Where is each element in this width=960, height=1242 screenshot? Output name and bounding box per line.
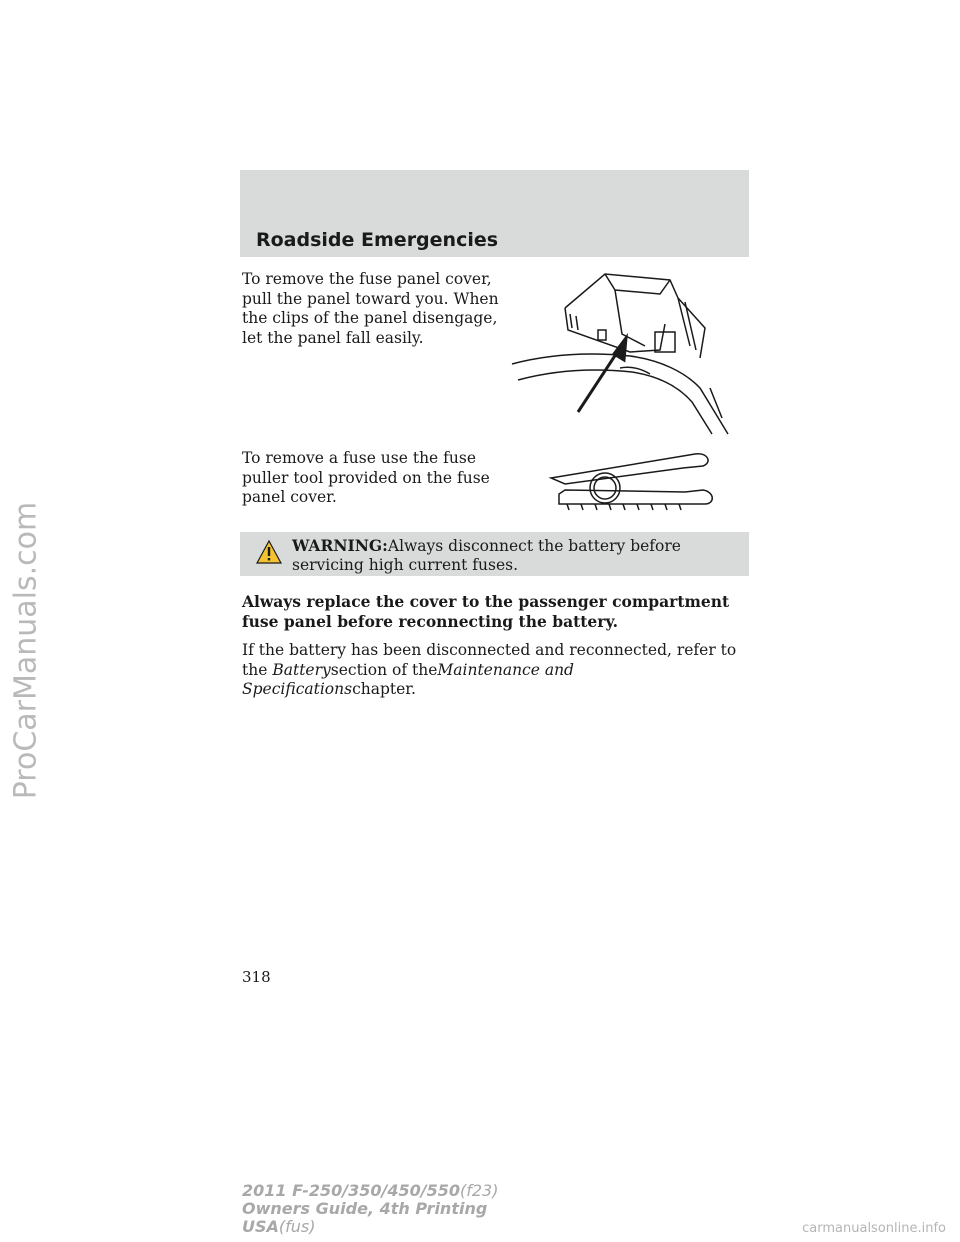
- paragraph-fuse-puller: To remove a fuse use the fuse puller tool provided on the fuse panel cover.: [242, 449, 490, 506]
- footer-market: USA: [242, 1217, 279, 1236]
- battery-ref-chapter: Maintenance and Specifications: [242, 660, 574, 698]
- document-footer: [242, 1182, 498, 1236]
- paragraph-remove-cover: To remove the fuse panel cover, pull the panel toward you. When the clips of the panel disengage, let the panel fall easily.: [242, 270, 499, 347]
- paragraph-replace-cover: Always replace the cover to the passenger compartment fuse panel before reconnecting the battery.: [242, 592, 730, 631]
- warning-message: Always disconnect the battery before servicing high current fuses.: [292, 537, 681, 574]
- footer-line-1: [242, 1182, 498, 1200]
- footer-line-3: [242, 1218, 498, 1236]
- warning-box: [240, 532, 749, 576]
- watermark-bottom: carmanualsonline.info: [802, 1221, 946, 1236]
- footer-market-code: (fus): [278, 1217, 316, 1236]
- fuse-panel-illustration: [510, 268, 748, 436]
- watermark-side-text: ProCarManuals.com: [8, 501, 44, 799]
- section-header: [240, 170, 749, 257]
- paragraph-battery-reference: [242, 641, 747, 700]
- battery-ref-prefix: If the battery has been disconnected and reconnected, refer to the: [242, 641, 737, 679]
- footer-model: 2011 F-250/350/450/550: [242, 1181, 460, 1200]
- page-number: 318: [242, 968, 271, 986]
- watermark-side: [4, 400, 48, 900]
- footer-line-2: Owners Guide, 4th Printing: [242, 1199, 488, 1218]
- footer-model-code: (f23): [460, 1181, 499, 1200]
- warning-triangle-icon: [256, 540, 282, 564]
- warning-label: WARNING:: [292, 536, 388, 555]
- warning-text-block: [292, 536, 742, 575]
- section-title: Roadside Emergencies: [256, 229, 499, 251]
- battery-ref-link: Battery: [272, 660, 331, 679]
- fuse-puller-illustration: [545, 450, 717, 522]
- battery-ref-middle: section of the: [330, 660, 438, 679]
- battery-ref-suffix: chapter.: [352, 680, 416, 698]
